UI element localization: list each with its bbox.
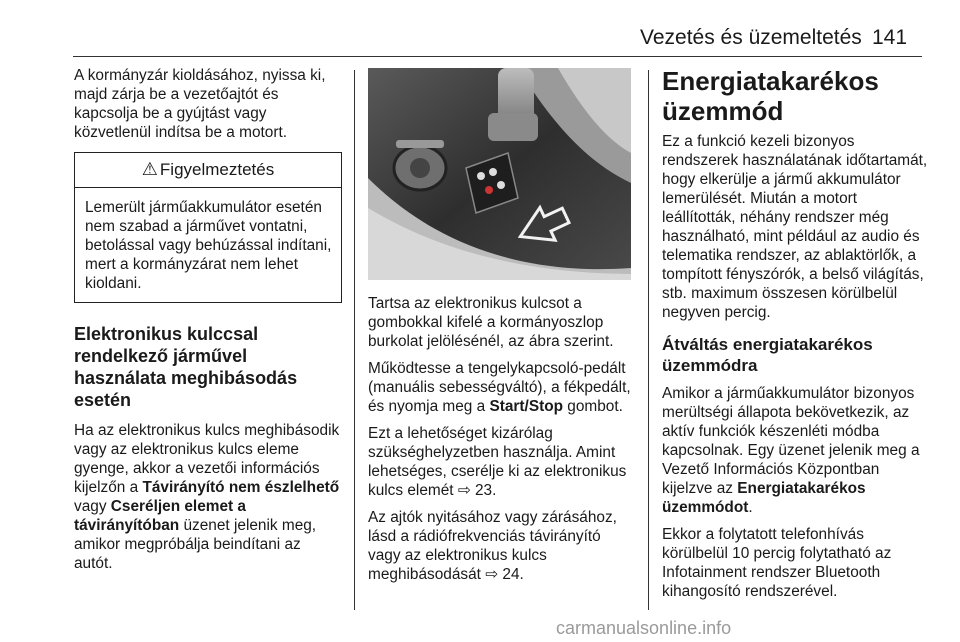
bold-message: Távirányító nem észlelhető: [142, 479, 340, 496]
paragraph: Ekkor a folytatott telefonhívás körülbelül 10 percig folytatható az Infotainment rendszer Bluetooth kihangosító rendszerével.: [662, 526, 892, 600]
paragraph: [368, 508, 632, 584]
column-divider: [354, 70, 355, 610]
text-run: Amikor a járműakkumulátor bizonyos merültségi állapota bekövetkezik, az aktív funkciók készenléti módba kapcsolnak. Egy üzenet jelenik meg a Vezető Információs Központban kijelzve az: [662, 385, 920, 497]
text-run: Ezt a lehetőséget kizárólag szükséghelyzetben használja. Amint lehetséges, cserélje ki az elektronikus kulcs elemét: [368, 425, 627, 499]
paragraph: Tartsa az elektronikus kulcsot a gombokkal kifelé a kormányoszlop burkolat jelölésénél, az ábra szerint.: [368, 295, 614, 350]
column-left: [74, 66, 342, 581]
page-reference-link[interactable]: ⇨ 24.: [485, 566, 524, 583]
warning-triangle-icon: ⚠: [141, 159, 158, 179]
header-title: Vezetés és üzemeltetés: [640, 26, 862, 49]
watermark: carmanualsonline.info: [556, 618, 732, 638]
paragraph: Ez a funkció kezeli bizonyos rendszerek használatának időtartamát, hogy elkerülje a jármű akkumulátor lemerülését. Miután a motort leállították, néhány rendszer még használható, mint például az audio és telematika rendszer, az ablaktörlők, a tompított fényszórók, a belső világítás, stb. maximum összesen körülbelül negyven percig.: [662, 133, 928, 321]
column-divider: [648, 70, 649, 610]
subsection-heading: Átváltás energiatakarékos üzemmódra: [662, 335, 873, 375]
text-run: vagy: [74, 498, 111, 515]
steering-column-photo-icon: [368, 68, 631, 280]
paragraph: [368, 359, 632, 416]
section-heading: Elektronikus kulccsal rendelkező járművel használata meghibásodás esetén: [74, 324, 298, 410]
text-run: üzenet jelenik meg, amikor megpróbálja beindítani az autót.: [74, 517, 317, 572]
paragraph: [368, 424, 632, 500]
bold-message: Cseréljen elemet a távirányítóban: [74, 498, 246, 534]
page-reference-link[interactable]: ⇨ 23.: [457, 482, 497, 499]
paragraph: [662, 384, 928, 517]
text-run: Működtesse a tengelykapcsoló-pedált (manuális sebességváltó), a fékpedált, és nyomja meg a: [368, 360, 631, 415]
warning-box: [74, 152, 342, 303]
page-header: [0, 26, 960, 52]
column-right: [662, 66, 928, 609]
text-run: gombot.: [563, 398, 623, 415]
start-stop-label: Start/Stop: [489, 398, 564, 415]
intro-paragraph: A kormányzár kioldásához, nyissa ki, majd zárja be a vezetőajtót és kapcsolja be a gyújtást vagy közvetlenül indítsa be a motort.: [74, 67, 326, 141]
page-number: 141: [872, 26, 908, 49]
warning-body: Lemerült járműakkumulátor esetén nem szabad a járművet vontatni, betolással vagy behúzással indítani, mert a kormányzárat nem lehet kioldani.: [85, 199, 332, 292]
warning-title: Figyelmeztetés: [159, 160, 275, 179]
warning-header: [75, 153, 341, 188]
text-run: Ha az elektronikus kulcs meghibásodik vagy az elektronikus kulcs eleme gyenge, akkor a vezetői információs kijelzőn a: [74, 422, 340, 496]
steering-column-photo: [368, 68, 631, 280]
paragraph: [74, 421, 342, 573]
header-rule: [73, 56, 922, 57]
text-run: .: [748, 499, 753, 516]
column-middle: [368, 66, 632, 592]
section-title: Energiatakarékos üzemmód: [662, 66, 879, 126]
bold-message: Energiatakarékos üzemmódot: [662, 480, 866, 516]
text-run: Az ajtók nyitásához vagy zárásához, lásd a rádiófrekvenciás távirányító vagy az elektronikus kulcs meghibásodását: [368, 509, 617, 583]
